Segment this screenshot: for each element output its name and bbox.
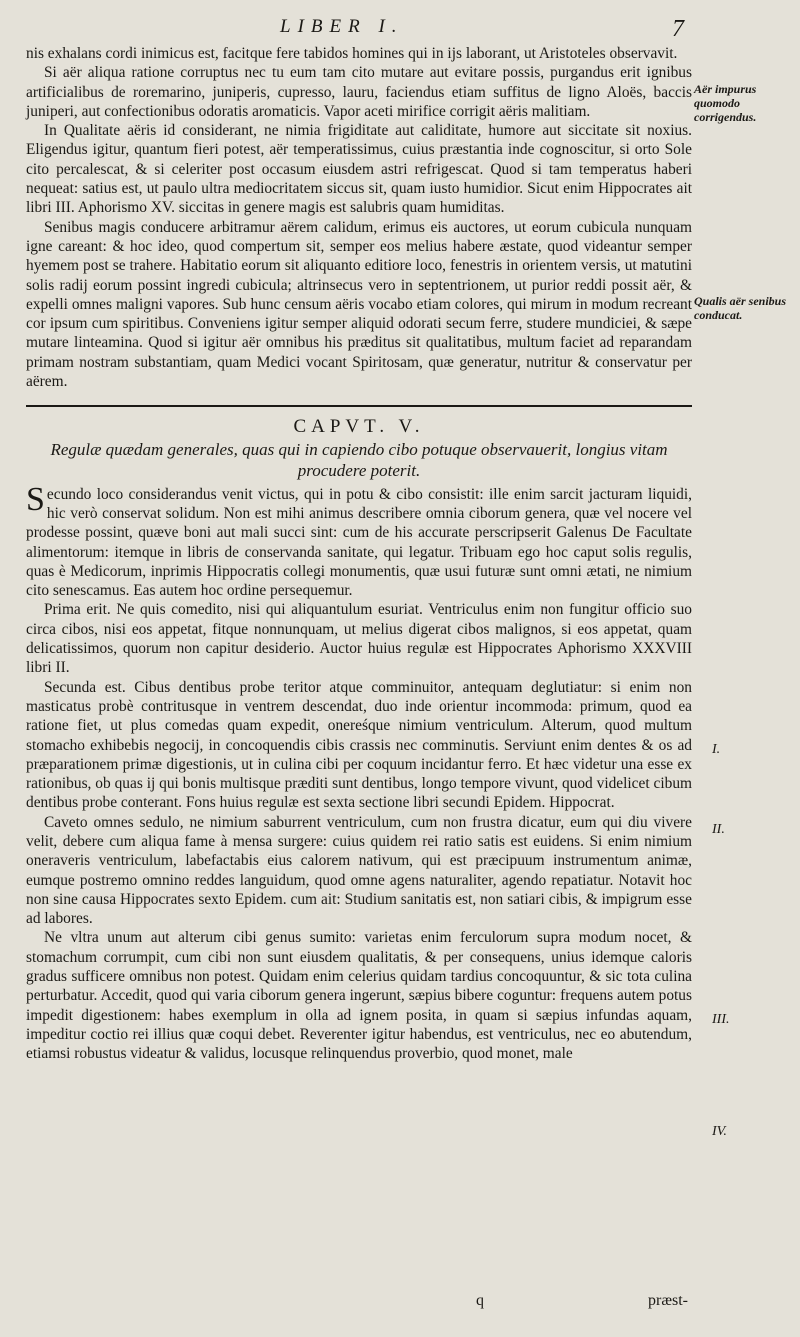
rule-paragraph: Secunda est. Cibus dentibus probe teritor atque comminuitor, antequam deglutiatur: si enim non masticatus probè contritusque in ventrem descendat, duo inde orientur incommoda: primum, quod ea ratione fiet, ut plus comedas quam expedit, onereśque nimium ventriculum. Alterum, quod multum stomacho exhibebis negocij, in concoquendis cibis crassis nec comminutis. Serviunt enim dentes & os ad præparationem primæ digestionis, ut in culina cibi per coquum incidantur ferro. Et hæc videtur una esse ex rationibus, ob quas ij qui bonis multisque præditi sunt dentibus, longo tempore vivunt, quod videlicet cibum dentibus probe conterant. Fons huius regulæ est sexta sectione libri secundi Epidem. Hippocrat. (26, 678, 692, 812)
rule-number: II. (712, 822, 725, 837)
rule-paragraph: Prima erit. Ne quis comedito, nisi qui aliquantulum esuriat. Ventriculus enim non fungitur officio suo circa cibos, nisi eos appetat, fitque nonnunquam, ut melius digerat cibos malignos, si eos appetat, quam delicatissimos, quorum non capitur desiderio. Auctor huius regulæ est Hippocrates Aphorismo XXXVIII libri II. (26, 601, 692, 677)
page-footer (0, 1292, 800, 1318)
rule-paragraph: Ne vltra unum aut alterum cibi genus sumito: varietas enim ferculorum supra modum nocet, & stomachum corrumpit, cum cibi non sunt eiusdem qualitatis, & per consequens, unius idemque caloris gradus sufficere omnibus non potest. Quidam enim celerius quidam tardius concoquuntur, & sic tota culina perturbatur. Accedit, quod qui varia ciborum genera ingerunt, sæpius bibere coguntur: frequens autem potus impedit digestionem: habes exemplum in olla ad ignem posita, in quam si sæpius infundas aquam, impeditur coctio rei illius quæ coqui debet. Reverenter igitur habendus, est ventriculus, nec eo abutendum, etiamsi robustus videatur & validus, locusque relinquendus proverbio, quod monet, male (26, 929, 692, 1063)
page-number: 7 (672, 16, 684, 42)
chapter-opening-paragraph (26, 480, 692, 601)
paragraph: Si aër aliqua ratione corruptus nec tu eum tam cito mutare aut evitare possis, purgandus erit ignibus artificialibus de roremarino, juniperis, cupresso, lauru, faciendus etiam suffitus de ligno Aloës, baccis juniperi, aut confectionibus odoratis aromaticis. Vapor aceti mirifice corrigit aëris malitiam. (26, 64, 692, 120)
rule-paragraph: Caveto omnes sedulo, ne nimium saburrent ventriculum, cum non frustra dicatur, eum qui diu vivere velit, debere cum aliqua fame à mensa surgere: cuius quidem rei ratio satis est euidens. Si enim nimium oneraveris ventriculum, labefactabis eius calorem nativum, qui est præcipuum instrumentum animæ, eumque postremo omnino reddes languidum, quod omne agens naturaliter, agendo repatiatur. Notavit hoc non sine causa Hippocrates sexto Epidem. cum ait: Studium sanitatis est, non satiari cibis, & impigrum esse ad labores. (26, 813, 692, 928)
section-divider (26, 405, 692, 407)
paragraph: In Qualitate aëris id considerant, ne nimia frigiditate aut caliditate, humore aut siccitate sit noxius. Eligendus igitur, quantum fieri potest, aër temperatissimus, cuius præstantia inde cognoscitur, si orto Sole cito percalescat, & si celeriter post occasum eiusdem astri refrigescat. Quod si tam temperatus haberi nequeat: satius est, ut paulo ultra mediocritatem siccus sit, quam iusto humidior. Sicut enim Hippocrates ait libri III. Aphorismo XV. siccitas in genere magis est salubris quam humiditas. (26, 122, 692, 217)
chapter-subtitle: Regulæ quædam generales, quas qui in capiendo cibo potuque observauerit, longius vitam procudere poterit. (50, 439, 668, 480)
rule-number: IV. (712, 1124, 727, 1139)
margin-note: Qualis aër senibus conducat. (694, 294, 787, 322)
drop-cap: S (26, 480, 45, 518)
paragraph: Senibus magis conducere arbitramur aërem calidum, erimus eis auctores, ut eorum cubicula nunquam igne careant: & hoc ideo, quod compertum sit, semper eos melius habere æstate, quod videantur semper hyemem post se trahere. Habitatio eorum sit aliquanto editiore loco, fenestris in orientem versis, ut matutini solis radij eorum possint ingredi cubicula; altrinsecus vero in septentrionem, ut purior reddi possit aër, & expelli omnes maligni vapores. Sub hunc censum aëris vocabo etiam colores, qui mirum in modum recreant cor ipsum cum spiritibus. Conveniens igitur semper aliquid odorati secum ferre, studere mundiciei, & sæpe mutare linteamina. Quod si igitur aër omnibus his præditus sit qualitatibus, multum faciet ad reparandam primam nostram substantiam, quam Medici vocant Spiritosam, quæ generatur, nutritur & conservatur per aërem. (26, 218, 692, 391)
paragraph: nis exhalans cordi inimicus est, facitque fere tabidos homines qui in ijs laborant, ut Aristoteles observavit. (26, 45, 678, 62)
main-text (26, 44, 692, 1064)
rule-number: I. (712, 742, 721, 757)
running-head: LIBER I. (280, 16, 404, 37)
margin-note: Aër impurus quomodo corrigendus. (694, 82, 757, 124)
page-header (0, 16, 800, 46)
chapter-opening-text: ecundo loco considerandus venit victus, qui in potu & cibo consistit: ille enim sarcit jacturam liquidi, hic verò conservat solidum. Non est mihi animus describere omnia ciborum genera, quæ vel nocere vel prodesse possint, quæve boni aut mali succi sint: cum de his accurate perscripserit Galenus De Facultate alimentorum: itemque in libris de conservanda sanitate, qui legatur. Tribuam ego hoc caput solis regulis, quas è Medicorum, inprimis Hippocratis collegi monumentis, quæ usui futuræ sunt omni ætati, ne nimium cito senescamus. Eas autem hoc ordine persequemur. (26, 485, 692, 600)
catchword: præst- (648, 1292, 688, 1309)
rule-number: III. (712, 1012, 730, 1027)
signature-mark: q (476, 1292, 484, 1309)
chapter-title: CAPVT. V. (293, 416, 425, 438)
